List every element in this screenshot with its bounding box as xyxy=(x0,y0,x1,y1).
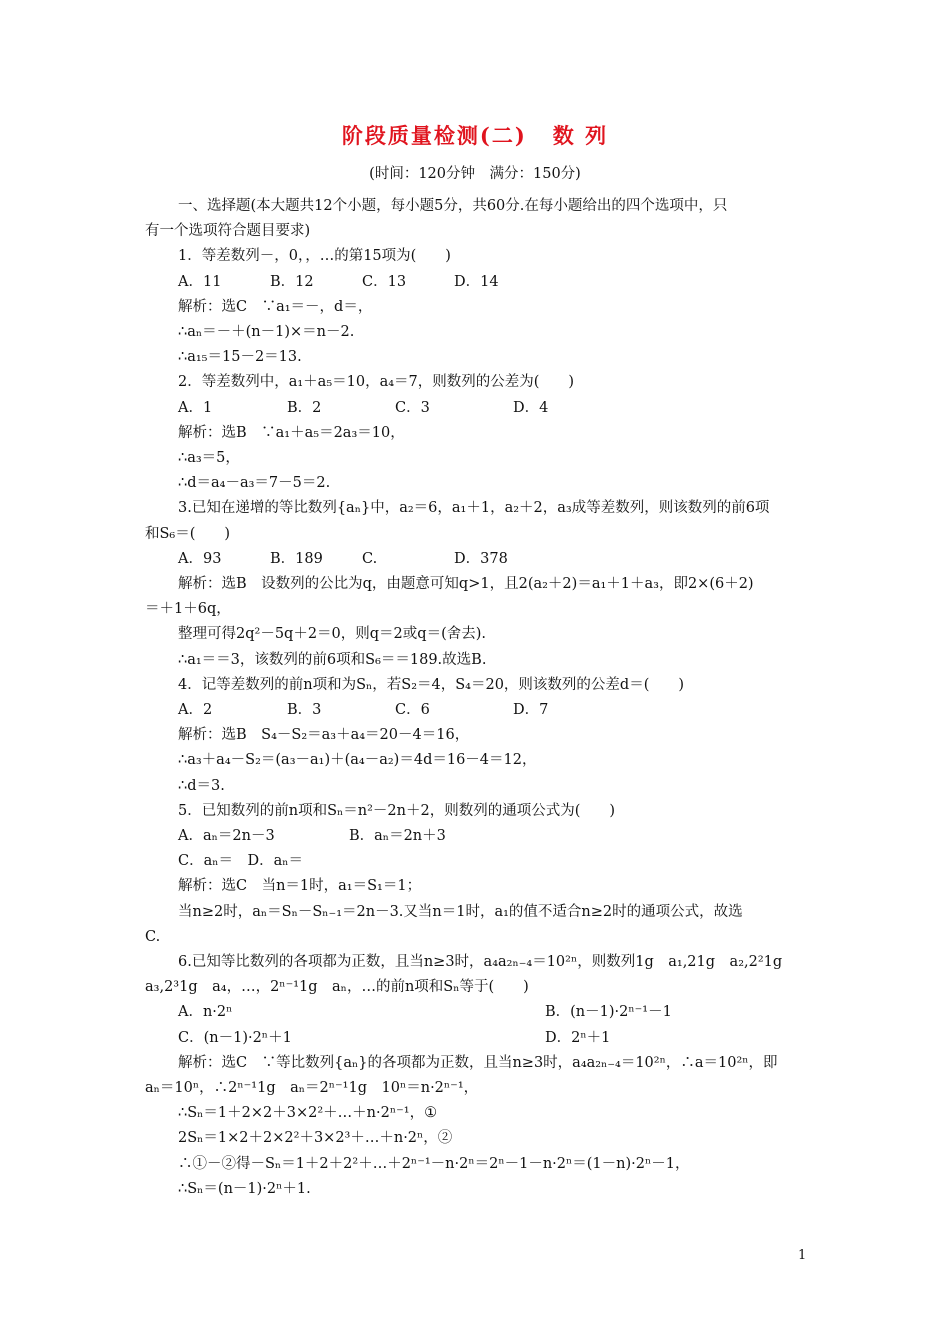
text-line: 6.已知等比数列的各项都为正数，且当n≥3时，a₄a₂ₙ₋₄＝10²ⁿ，则数列1g a₁,21g a₂,2²1g xyxy=(178,954,783,970)
text-line: ＝＋1＋6q， xyxy=(145,601,231,618)
answer-option: D．4 xyxy=(513,399,549,416)
answer-option: B．2 xyxy=(287,399,322,416)
text-line: aₙ＝10ⁿ，∴2ⁿ⁻¹1g aₙ＝2ⁿ⁻¹1g 10ⁿ＝n·2ⁿ⁻¹， xyxy=(145,1080,479,1096)
text-line: 1．等差数列－，0，，…的第15项为( ) xyxy=(178,248,451,265)
answer-option: A．1 xyxy=(178,399,213,416)
text-line: 解析：选B ∵a₁＋a₅＝2a₃＝10， xyxy=(178,424,405,441)
text-line: ∴aₙ＝－＋(n－1)×＝n－2. xyxy=(178,324,355,340)
exam-info: (时间：120分钟 满分：150分) xyxy=(369,166,581,182)
text-line: 解析：选C ∵a₁＝－，d＝， xyxy=(178,298,373,315)
text-line: C. xyxy=(145,928,161,945)
text-line: ∴Sₙ＝1＋2×2＋3×2²＋…＋n·2ⁿ⁻¹，① xyxy=(178,1105,438,1122)
page-title xyxy=(0,120,950,150)
text-line: 整理可得2q²－5q＋2＝0，则q＝2或q＝(舍去). xyxy=(178,626,486,643)
text-line: ∴Sₙ＝(n－1)·2ⁿ＋1. xyxy=(178,1180,311,1197)
answer-option: A．11 xyxy=(178,273,222,290)
title-sub: 数 列 xyxy=(552,123,609,148)
text-line: 和S₆＝( ) xyxy=(145,525,231,542)
text-line: ∴a₁₅＝15－2＝13. xyxy=(178,349,302,366)
text-line: 当n≥2时，aₙ＝Sₙ－Sₙ₋₁＝2n－3.又当n＝1时，a₁的值不适合n≥2时的通项公式，故选 xyxy=(178,903,743,920)
text-line: 3.已知在递增的等比数列{aₙ}中，a₂＝6，a₁＋1，a₂＋2，a₃成等差数列，则该数列的前6项 xyxy=(178,500,770,517)
text-line: a₃,2³1g a₄，…，2ⁿ⁻¹1g aₙ，…的前n项和Sₙ等于( ) xyxy=(145,979,529,996)
text-line: 有一个选项符合题目要求) xyxy=(145,223,311,240)
text-line: 解析：选B S₄－S₂＝a₃＋a₄＝20－4＝16， xyxy=(178,727,470,744)
answer-option: D．14 xyxy=(454,273,499,290)
text-line: C．aₙ＝ D．aₙ＝ xyxy=(178,853,304,870)
text-line: 解析：选C ∵等比数列{aₙ}的各项都为正数，且当n≥3时，a₄a₂ₙ₋₄＝10²ⁿ，∴a＝10²ⁿ，即 xyxy=(178,1054,778,1071)
answer-option: B．12 xyxy=(270,273,314,290)
answer-option: A．2 xyxy=(178,702,213,718)
page-number: 1 xyxy=(798,1248,807,1263)
answer-option: C．6 xyxy=(395,702,430,718)
answer-option: A．aₙ＝2n－3 xyxy=(178,828,275,844)
text-line: ∴a₃＝5， xyxy=(178,450,240,466)
answer-option: C. xyxy=(362,550,378,567)
text-line: 一、选择题(本大题共12个小题，每小题5分，共60分.在每小题给出的四个选项中，只 xyxy=(178,198,728,214)
text-line: ∴①－②得－Sₙ＝1＋2＋2²＋…＋2ⁿ⁻¹－n·2ⁿ＝2ⁿ－1－n·2ⁿ＝(1－n)·2ⁿ－1， xyxy=(178,1155,690,1172)
answer-option: B．3 xyxy=(287,702,322,718)
answer-option: C．13 xyxy=(362,273,407,290)
text-line: ∴d＝3. xyxy=(178,777,225,794)
text-line: ∴d＝a₄－a₃＝7－5＝2. xyxy=(178,475,331,492)
text-line: 解析：选C 当n＝1时，a₁＝S₁＝1； xyxy=(178,878,422,895)
text-line: 解析：选B 设数列的公比为q，由题意可知q>1，且2(a₂＋2)＝a₁＋1＋a₃，即2×(6＋2) xyxy=(178,576,754,592)
text-line: 2Sₙ＝1×2＋2×2²＋3×2³＋…＋n·2ⁿ，② xyxy=(178,1130,453,1147)
text-line: ∴a₃＋a₄－S₂＝(a₃－a₁)＋(a₄－a₂)＝4d＝16－4＝12， xyxy=(178,752,537,769)
text-line: 2．等差数列中，a₁＋a₅＝10，a₄＝7，则数列的公差为( ) xyxy=(178,374,575,391)
answer-option: C．3 xyxy=(395,399,430,416)
answer-option: A．93 xyxy=(178,550,222,567)
answer-option: D．2ⁿ＋1 xyxy=(545,1029,611,1046)
answer-option: D．378 xyxy=(454,550,508,567)
answer-option: C．(n－1)·2ⁿ＋1 xyxy=(178,1029,292,1046)
answer-option: A．n·2ⁿ xyxy=(178,1004,233,1021)
text-line: 5．已知数列的前n项和Sₙ＝n²－2n＋2，则数列的通项公式为( ) xyxy=(178,802,616,819)
answer-option: B．aₙ＝2n＋3 xyxy=(349,828,446,844)
answer-option: B．189 xyxy=(270,550,323,567)
answer-option: D．7 xyxy=(513,702,549,718)
title-main: 阶段质量检测(二) xyxy=(341,123,527,148)
answer-option: B．(n－1)·2ⁿ⁻¹－1 xyxy=(545,1004,672,1021)
text-line: 4．记等差数列的前n项和为Sₙ，若S₂＝4，S₄＝20，则该数列的公差d＝( ) xyxy=(178,676,685,693)
text-line: ∴a₁＝＝3，该数列的前6项和S₆＝＝189.故选B. xyxy=(178,651,487,668)
